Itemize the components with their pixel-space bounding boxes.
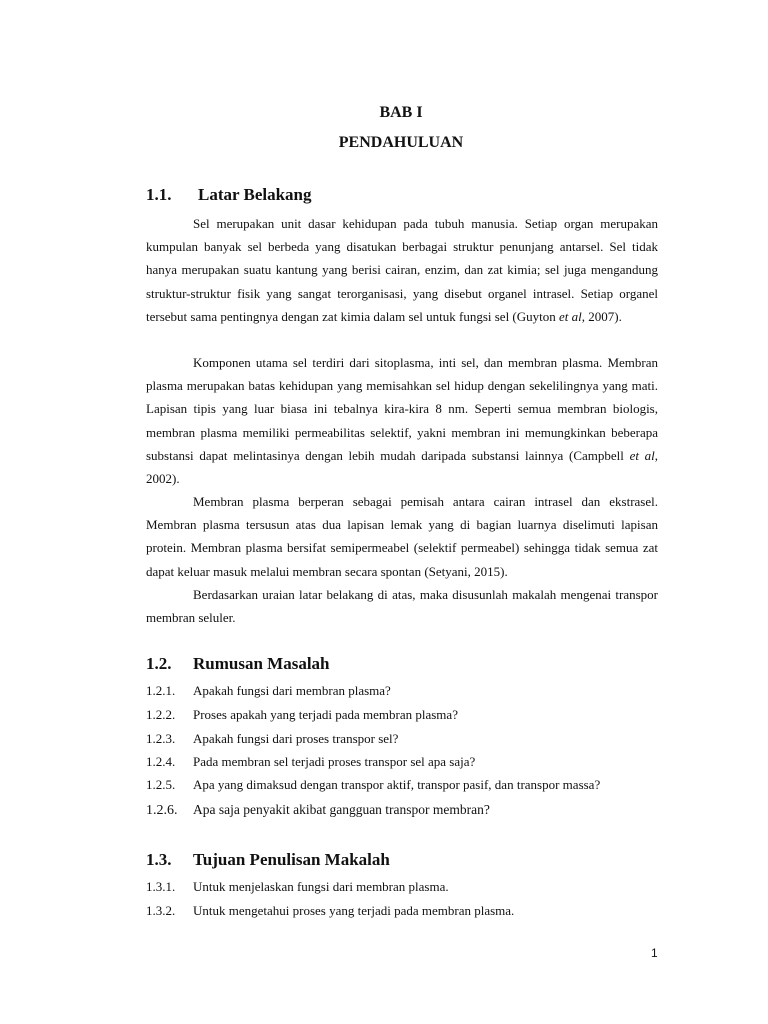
section-title: Latar Belakang (198, 185, 312, 204)
list-item (146, 705, 658, 725)
list-item-number: 1.2.6. (146, 803, 178, 818)
section-number: 1.2. (146, 654, 172, 673)
paragraph-3: Membran plasma berperan sebagai pemisah antara cairan intrasel dan ekstrasel. Membran plasma tersusun atas dua lapisan lemak yang di bagian luarnya diselimuti lapisan protein. Membran plasma bersifat semipermeabel (selektif permeabel) sehingga tidak semua zat dapat keluar masuk melalui membran secara spontan (Setyani, 2015). (146, 494, 658, 579)
list-item-number: 1.3.2. (146, 903, 176, 918)
list-item-text: Untuk mengetahui proses yang terjadi pada membran plasma. (193, 903, 515, 918)
list-item-text: Proses apakah yang terjadi pada membran plasma? (193, 707, 458, 722)
list-item-number: 1.3.1. (146, 879, 176, 894)
list-item (146, 729, 658, 749)
list-item-text: Pada membran sel terjadi proses transpor sel apa saja? (193, 754, 476, 769)
list-item-text: Apa saja penyakit akibat gangguan transpor membran? (193, 802, 490, 817)
list-item-number: 1.2.2. (146, 707, 176, 722)
list-item (146, 752, 658, 772)
paragraph-2 (146, 351, 658, 490)
list-item-text: Untuk menjelaskan fungsi dari membran plasma. (193, 879, 449, 894)
section-heading-rumusan-masalah (146, 654, 330, 674)
paragraph-text: , 2007). (581, 308, 622, 324)
list-item (146, 681, 658, 701)
list-item (146, 775, 658, 795)
list-item-text: Apakah fungsi dari membran plasma? (193, 683, 391, 698)
section-heading-tujuan (146, 850, 390, 870)
list-item (146, 877, 658, 897)
list-item (146, 800, 658, 821)
paragraph-text: Sel merupakan unit dasar kehidupan pada tubuh manusia. Setiap organ merupakan kumpulan banyak sel berbeda yang disatukan berbagai struktur penunjang antarsel. Sel tidak hanya merupakan suatu kantung yang berisi cairan, enzim, dan zat kimia; sel juga mengandung struktur-struktur fisik yang sangat terorganisasi, yang disebut organel intrasel. Setiap organel tersebut sama pentingnya dengan zat kimia dalam sel untuk fungsi sel (Guyton (146, 216, 658, 324)
list-item-number: 1.2.4. (146, 754, 176, 769)
section-title: Tujuan Penulisan Makalah (193, 850, 390, 869)
list-item-number: 1.2.1. (146, 683, 176, 698)
paragraph-text: Komponen utama sel terdiri dari sitoplasma, inti sel, dan membran plasma. Membran plasma merupakan batas kehidupan yang memisahkan sel hidup dengan sekelilingnya yang mati. Lapisan tipis yang luar biasa ini tebalnya kira-kira 8 nm. Seperti semua membran biologis, membran plasma memiliki permeabilitas selektif, yakni membran ini memungkinkan beberapa substansi dapat melintasinya dengan lebih mudah daripada substansi lainnya (Campbell (146, 355, 658, 463)
list-item-text: Apakah fungsi dari proses transpor sel? (193, 731, 399, 746)
paragraph-text: , 2002). (146, 447, 658, 487)
section-heading-latar-belakang (146, 185, 312, 205)
section-number: 1.3. (146, 850, 172, 869)
citation-et-al: et al (559, 308, 582, 324)
paragraph-1 (146, 212, 658, 328)
citation-et-al: et al (629, 447, 655, 463)
chapter-title: PENDAHULUAN (338, 134, 464, 151)
list-item-number: 1.2.3. (146, 731, 176, 746)
section-title: Rumusan Masalah (193, 654, 330, 673)
chapter-label: BAB I (379, 104, 423, 121)
page-number: 1 (651, 946, 658, 960)
list-item (146, 901, 658, 921)
section-number: 1.1. (146, 185, 172, 204)
paragraph-4: Berdasarkan uraian latar belakang di atas, maka disusunlah makalah mengenai transpor membran seluler. (146, 587, 658, 626)
list-item-text: Apa yang dimaksud dengan transpor aktif, transpor pasif, dan transpor massa? (193, 777, 601, 792)
list-item-number: 1.2.5. (146, 777, 176, 792)
